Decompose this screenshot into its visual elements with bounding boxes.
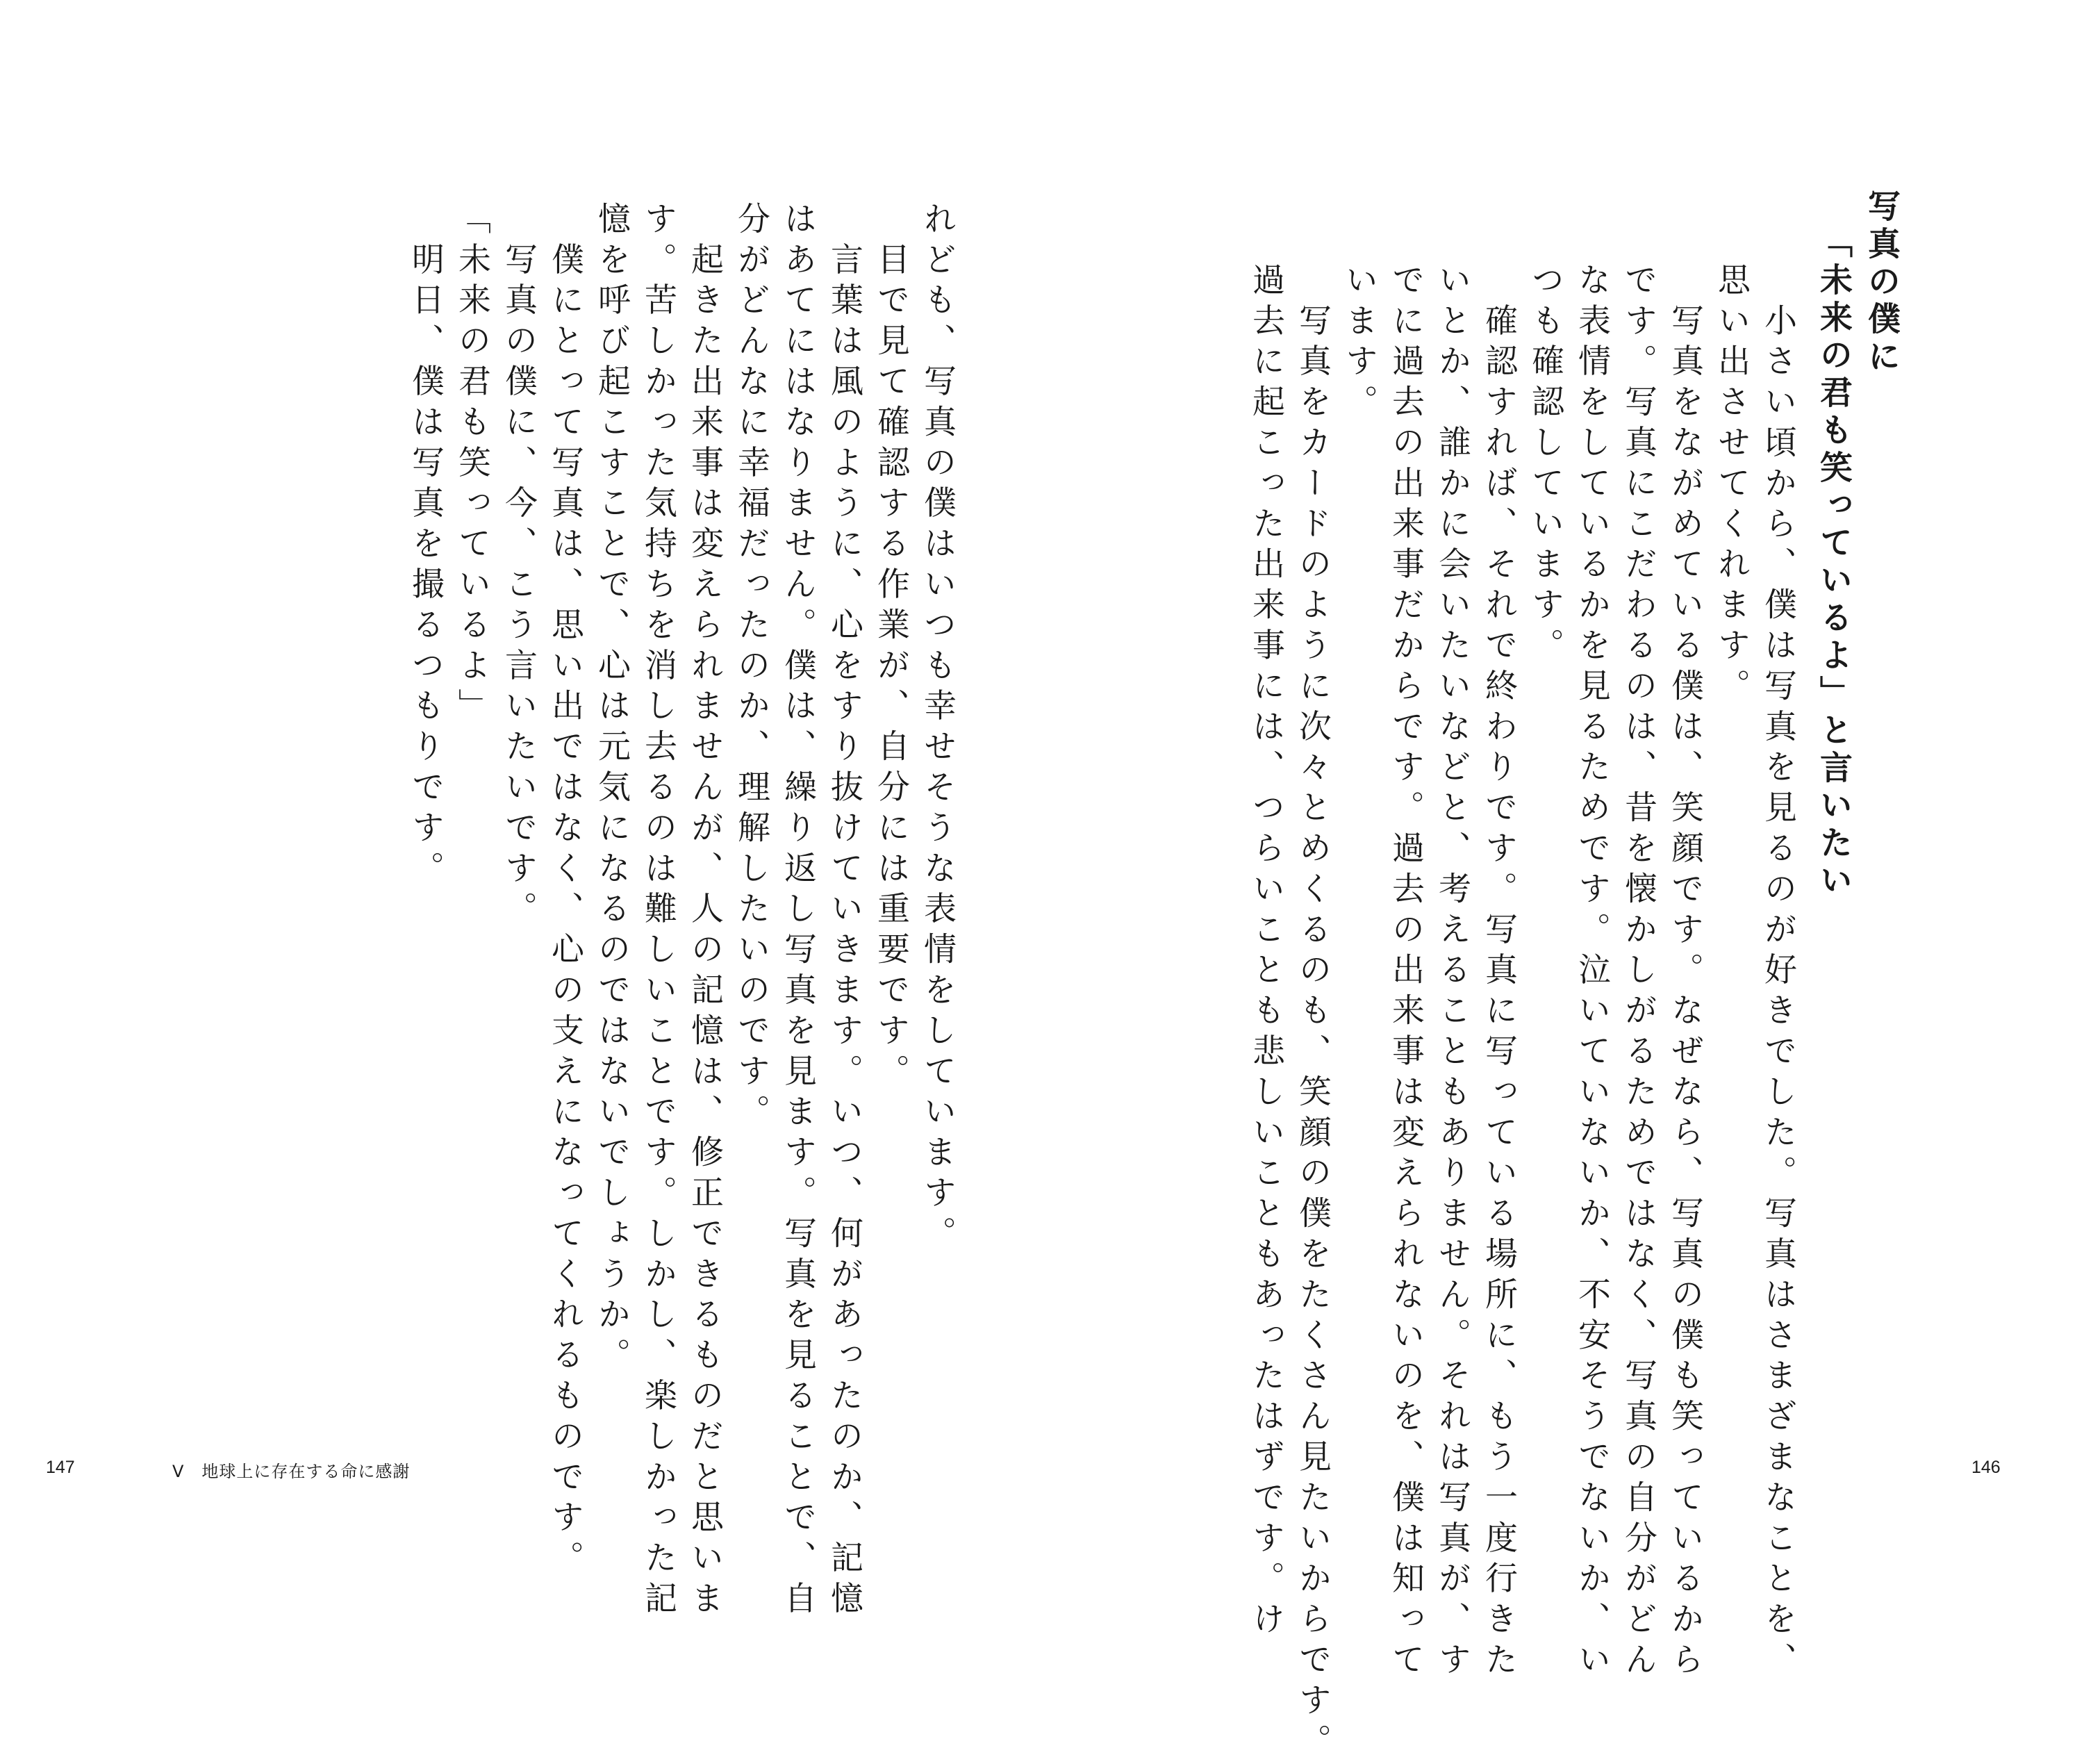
body-line: 「未来の君も笑っているよ」 bbox=[453, 201, 491, 729]
body-line: 憶を呼び起こすことで、心は元気になるのではないでしょうか。 bbox=[593, 201, 631, 1378]
body-line: 写真をながめている僕は、笑顔です。なぜなら、写真の僕も笑っているから bbox=[1666, 263, 1704, 1683]
body-line: です。写真にこだわるのは、昔を懐かしがるためではなく、写真の自分がどん bbox=[1619, 263, 1657, 1683]
body-line: な表情をしているかを見るためです。泣いていないか、不安そうでないか、い bbox=[1573, 263, 1611, 1683]
body-line: 過去に起こった出来事には、つらいことも悲しいこともあったはずです。け bbox=[1247, 263, 1285, 1642]
body-line: 写真をカードのように次々とめくるのも、笑顔の僕をたくさん見たいからです。 bbox=[1293, 263, 1332, 1764]
body-line: 小さい頃から、僕は写真を見るのが好きでした。写真はさまざまなことを、 bbox=[1759, 263, 1797, 1683]
body-line: いとか、誰かに会いたいなどと、考えることもありません。それは写真が、す bbox=[1433, 263, 1471, 1683]
body-line: 僕にとって写真は、思い出ではなく、心の支えになってくれるものです。 bbox=[546, 201, 584, 1581]
page-number: 147 bbox=[46, 1458, 75, 1477]
body-line: います。 bbox=[1340, 263, 1378, 425]
body-line: 思い出させてくれます。 bbox=[1712, 263, 1751, 709]
body-line: 分がどんなに幸福だったのか、理解したいのです。 bbox=[732, 201, 770, 1135]
right-page bbox=[1042, 0, 2084, 1764]
heading-line: 「未来の君も笑っているよ」と言いたい bbox=[1814, 225, 1853, 900]
body-line: でに過去の出来事だからです。過去の出来事は変えられないのを、僕は知って bbox=[1387, 263, 1425, 1683]
body-line: つも確認しています。 bbox=[1526, 263, 1564, 668]
heading-line: 写真の僕に bbox=[1862, 189, 1901, 377]
body-line: 明日、僕は写真を撮るつもりです。 bbox=[406, 201, 445, 891]
body-line: 言葉は風のように、心をすり抜けていきます。いつ、何があったのか、記憶 bbox=[825, 201, 863, 1622]
left-page bbox=[0, 0, 1042, 1622]
body-line: 写真の僕に、今、こう言いたいです。 bbox=[499, 201, 538, 932]
page-number: 146 bbox=[1971, 1458, 2001, 1477]
body-line: 目で見て確認する作業が、自分には重要です。 bbox=[872, 201, 910, 1094]
body-line: はあてにはなりません。僕は、繰り返し写真を見ます。写真を見ることで、自 bbox=[779, 201, 817, 1622]
body-line: 起きた出来事は変えられませんが、人の記憶は、修正できるものだと思いま bbox=[686, 201, 724, 1622]
body-line: 確認すれば、それで終わりです。写真に写っている場所に、もう一度行きた bbox=[1480, 263, 1518, 1683]
body-line: れども、写真の僕はいつも幸せそうな表情をしています。 bbox=[918, 201, 957, 1257]
body-line: す。苦しかった気持ちを消し去るのは難しいことです。しかし、楽しかった記 bbox=[639, 201, 677, 1622]
running-head: Ⅴ 地球上に存在する命に感謝 bbox=[172, 1462, 411, 1481]
